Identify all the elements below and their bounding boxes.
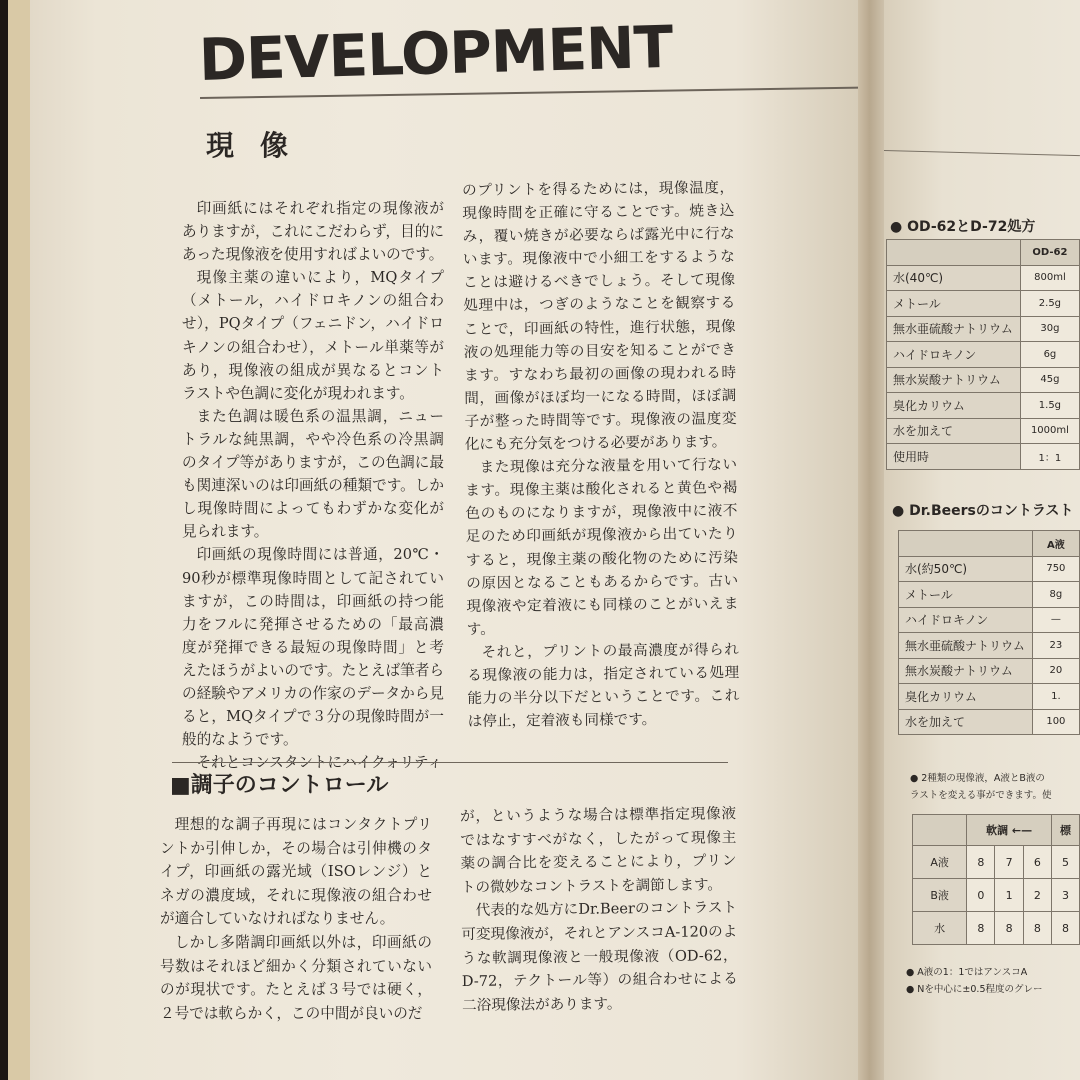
- table-cell: 水: [913, 912, 967, 945]
- paragraph: が，というような場合は標準指定現像液ではなすすべがなく，したがって現像主薬の調合比を変えることにより，プリントの微妙なコントラストを調節します。: [460, 805, 737, 896]
- table-cell: 7: [995, 846, 1023, 879]
- text-column-3: [160, 813, 432, 1025]
- table-cell: 1: [995, 879, 1023, 912]
- paragraph: また色調は暖色系の温黒調，ニュートラルな純黒調，やや冷色系の冷黒調のタイプ等がありますが，この色調に最も関連深いのは印画紙の種類です。しかし現像時間によってもわずかな変化が見られます。: [182, 407, 444, 541]
- table-header-cell: OD-62: [1020, 240, 1079, 266]
- paragraph: 印画紙にはそれぞれ指定の現像液がありますが，これにこだわらず，目的にあった現像液を使用すればよいのです。: [182, 200, 444, 264]
- table-cell: 水(約50℃): [899, 556, 1033, 582]
- table-cell: 2.5g: [1020, 291, 1079, 317]
- table-header-cell: [899, 531, 1033, 557]
- table-cell: 8: [995, 912, 1023, 945]
- paragraph: 印画紙の現像時間には普通，20℃・90秒が標準現像時間として記されていますが，この時間は，印画紙の持つ能力をフルに発揮させるための「最高濃度が発揮できる最短の現像時間」と考えたほうがよいのです。たとえば筆者らの経験やアメリカの作家のデータから見ると，MQタイプで３分の現像時間が一般的なようです。: [182, 546, 444, 749]
- table-cell: 20: [1032, 658, 1079, 684]
- table-footnote: [906, 964, 1042, 998]
- table-row: [887, 342, 1080, 368]
- section-divider: [172, 762, 728, 763]
- table-cell: 8: [967, 846, 995, 879]
- table-row: [887, 291, 1080, 317]
- table-cell: 23: [1032, 633, 1079, 659]
- table-cell: ハイドロキノン: [887, 342, 1021, 368]
- paragraph: しかし多階調印画紙以外は，印画紙の号数はそれほど細かく分類されていないのが現状です。たとえば３号では硬く，２号では軟らかく，この中間が良いのだ: [160, 933, 432, 1022]
- book-edge-dark: [0, 0, 8, 1080]
- table-header-row: [887, 240, 1080, 266]
- table-cell: ハイドロキノン: [899, 607, 1033, 633]
- formula-table-dr-beers: [898, 530, 1080, 735]
- table-cell: 使用時: [887, 444, 1021, 470]
- table-header-cell: 軟調 ←—: [967, 815, 1052, 846]
- text-column-4: [460, 802, 738, 1017]
- table-cell: 5: [1052, 846, 1080, 879]
- table-cell: —: [1032, 607, 1079, 633]
- paragraph: 理想的な調子再現にはコンタクトプリントか引伸しか，その場合は引伸機のタイプ，印画紙の露光域（ISOレンジ）とネガの濃度域，それに現像液の組合わせが適合していなければなりません。: [160, 816, 432, 928]
- table-row: [887, 316, 1080, 342]
- table-header-cell: A液: [1032, 531, 1079, 557]
- text-column-1: [182, 197, 444, 774]
- table-row: [899, 607, 1080, 633]
- table-cell: 45g: [1020, 367, 1079, 393]
- table-row: [913, 846, 1080, 879]
- table-row: [899, 658, 1080, 684]
- table-cell: 水(40℃): [887, 265, 1021, 291]
- footnote-line: ● Nを中心に±0.5程度のグレー: [906, 984, 1043, 995]
- section-heading: ■調子のコントロール: [170, 773, 389, 798]
- table-cell: 無水炭酸ナトリウム: [899, 658, 1033, 684]
- table-cell: 6: [1023, 846, 1051, 879]
- table-cell: A液: [913, 846, 967, 879]
- table-cell: 8: [1052, 912, 1080, 945]
- table-cell: 0: [967, 879, 995, 912]
- right-page: [884, 0, 1080, 1080]
- table-cell: 無水亜硫酸ナトリウム: [899, 633, 1033, 659]
- table-cell: 1.: [1032, 684, 1079, 710]
- paragraph: それと，プリントの最高濃度が得られる現像液の能力は，指定されている処理能力の半分以下だということです。これは停止，定着液も同様です。: [467, 641, 740, 731]
- table-cell: 1：1: [1020, 444, 1079, 470]
- table-cell: 6g: [1020, 342, 1079, 368]
- table-cell: 水を加えて: [887, 418, 1021, 444]
- table-row: [913, 912, 1080, 945]
- mix-ratio-table: [912, 814, 1080, 945]
- table-row: [887, 393, 1080, 419]
- table-cell: メトール: [899, 582, 1033, 608]
- table-cell: 無水亜硫酸ナトリウム: [887, 316, 1021, 342]
- table-row: [899, 582, 1080, 608]
- page-subtitle: 現像: [206, 129, 315, 162]
- table-cell: メトール: [887, 291, 1021, 317]
- table-cell: 8g: [1032, 582, 1079, 608]
- table-footnote: [910, 770, 1080, 804]
- text-column-2: [462, 176, 740, 733]
- table-header-cell: 標: [1052, 815, 1080, 846]
- paragraph: また現像は充分な液量を用いて行ないます。現像主薬は酸化されると黄色や褐色のものになりますが，現像液中に液不足のため印画紙が現像液から出ていたりすると，現像主薬の酸化物のために汚染の原因となることもあるからです。古い現像液や定着液にも同様のことがいえます。: [465, 456, 739, 638]
- table-cell: 水を加えて: [899, 709, 1033, 735]
- table-row: [899, 633, 1080, 659]
- table-cell: 無水炭酸ナトリウム: [887, 367, 1021, 393]
- table-cell: 100: [1032, 709, 1079, 735]
- table-cell: B液: [913, 879, 967, 912]
- formula-table-heading: ● OD-62とD-72処方: [890, 219, 1036, 235]
- table-row: [887, 444, 1080, 470]
- formula-table-heading: ● Dr.Beersのコントラスト: [892, 503, 1074, 519]
- footnote-line: ● 2種類の現像液，A液とB液の: [910, 773, 1045, 784]
- table-cell: 1.5g: [1020, 393, 1079, 419]
- formula-table-od62-d72: [886, 239, 1080, 470]
- paragraph: のプリントを得るためには，現像温度，現像時間を正確に守ることです。焼き込み，覆い焼きが必要ならば露光中に行ないます。現像液中で小細工をするようなことは避けるべきでしょう。そして現像処理中は，つぎのようなことを観察することで，印画紙の特性，進行状態，現像液の処理能力等の目安を知ることができます。すなわち最初の画像の現われる時間，画像がほぼ均一になる時間，ほぼ調子が整った時間等です。現像液の温度変化にも充分気をつける必要があります。: [462, 179, 737, 454]
- book-edge-page: [8, 0, 30, 1080]
- table-row: [887, 265, 1080, 291]
- table-header-cell: [913, 815, 967, 846]
- table-row: [899, 684, 1080, 710]
- paragraph: それとコンスタントにハイクォリティ: [196, 754, 443, 772]
- table-cell: 2: [1023, 879, 1051, 912]
- table-cell: 3: [1052, 879, 1080, 912]
- footnote-line: ラストを変える事ができます。使: [910, 790, 1052, 801]
- table-cell: 臭化カリウム: [887, 393, 1021, 419]
- paragraph: 現像主薬の違いにより，MQタイプ（メトール，ハイドロキノンの組合わせ），PQタイプ（フェニドン，ハイドロキノンの組合わせ），メトール単薬等があり，現像液の組成が異なるとコントラストや色調に変化が現われます。: [182, 269, 444, 402]
- table-cell: 臭化カリウム: [899, 684, 1033, 710]
- book-gutter: [858, 0, 884, 1080]
- table-header-cell: [887, 240, 1021, 266]
- paragraph: 代表的な処方にDr.Beerのコントラスト可変現像液が，それとアンスコA-120のような軟調現像液と一般現像液（OD-62，D-72，テクトール等）の組合わせによる二浴現像法があります。: [461, 899, 738, 1014]
- table-cell: 1000ml: [1020, 418, 1079, 444]
- table-cell: 750: [1032, 556, 1079, 582]
- table-row: [887, 418, 1080, 444]
- right-page-rule: [884, 150, 1080, 156]
- table-cell: 30g: [1020, 316, 1079, 342]
- page-title: DEVELOPMENT: [198, 12, 674, 94]
- table-cell: 8: [1023, 912, 1051, 945]
- table-row: [913, 879, 1080, 912]
- table-row: [899, 556, 1080, 582]
- table-cell: 800ml: [1020, 265, 1079, 291]
- table-row: [899, 709, 1080, 735]
- table-cell: 8: [967, 912, 995, 945]
- footnote-line: ● A液の1：1ではアンスコA: [906, 967, 1028, 978]
- table-row: [887, 367, 1080, 393]
- table-header-row: [913, 815, 1080, 846]
- table-header-row: [899, 531, 1080, 557]
